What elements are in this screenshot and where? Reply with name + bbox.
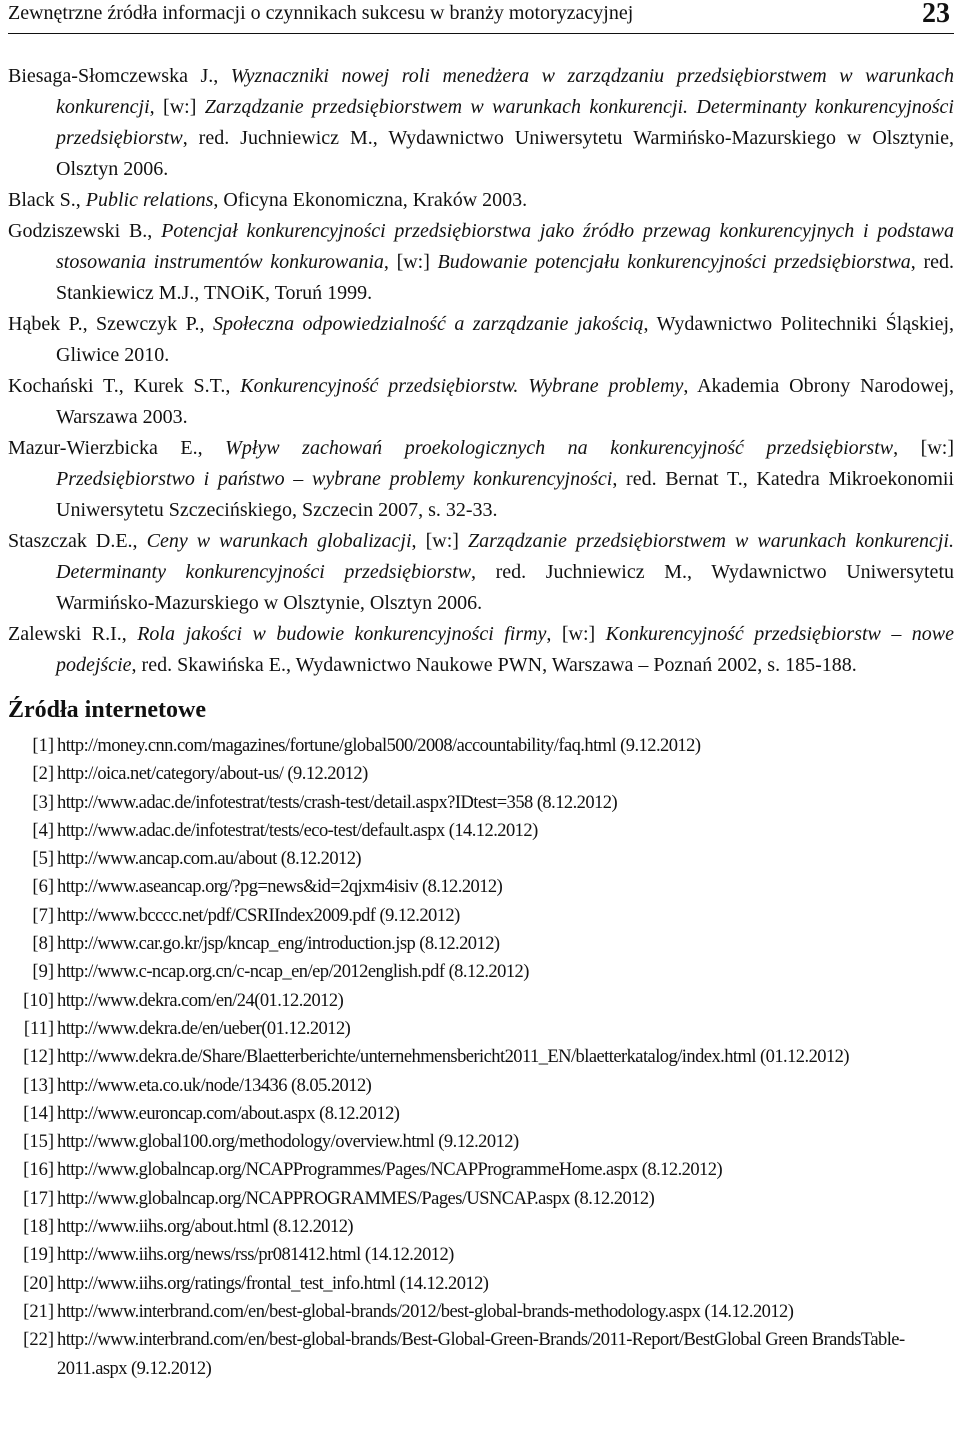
source-number: [22] [23,1330,54,1351]
entry-text: Black S., [8,189,86,211]
entry-text: , [w:] [411,530,468,552]
entry-text: Biesaga-Słomczewska J., [8,65,231,87]
bibliography-entry [8,371,954,433]
entry-text: Hąbek P., Szewczyk P., [8,313,213,335]
entry-title-italic: Public relations [85,189,214,211]
source-url[interactable]: http://www.dekra.de/Share/Blaetterberichte/unternehmensbericht2011_EN/blaetterkatalog/index.html (01.12.2012) [57,1047,849,1068]
source-url[interactable]: http://www.iihs.org/about.html (8.12.2012) [57,1217,354,1238]
source-url[interactable]: http://www.aseancap.org/?pg=news&id=2qjxm4isiv (8.12.2012) [57,877,503,898]
source-number: [7] [32,905,54,926]
source-number: [4] [32,820,54,841]
source-number: [17] [23,1188,54,1209]
entry-text: Mazur-Wierzbicka E., [8,437,226,459]
entry-title-italic: Zarządzanie przedsiębiorstwem w warunkach konkurencji. Determinanty konkurencyjności przedsiębiorstw [56,96,954,149]
bibliography-list [8,61,954,681]
source-number: [11] [23,1018,54,1039]
entry-text: , Wydawnictwo Politechniki Śląskiej, Gliwice 2010. [56,313,955,366]
source-url[interactable]: http://money.cnn.com/magazines/fortune/global500/2008/accountability/faq.html (9.12.2012) [57,736,701,756]
entry-title-italic: Wpływ zachowań proekologicznych na konkurencyjność przedsiębiorstw [225,437,894,459]
source-item [8,1213,958,1241]
entry-text: Staszczak D.E., [8,530,147,552]
entry-title-italic: Wyznaczniki nowej roli menedżera w zarządzaniu przedsiębiorstwem w warunkach konkurencji [56,65,954,118]
source-number: [16] [23,1160,54,1181]
section-title: Źródła internetowe [8,697,206,723]
source-item [8,1270,958,1298]
source-url[interactable]: http://www.global100.org/methodology/overview.html (9.12.2012) [57,1132,519,1153]
source-item [8,930,958,958]
source-url[interactable]: http://www.iihs.org/ratings/frontal_test_info.html (14.12.2012) [57,1273,489,1294]
source-url[interactable]: http://www.ancap.com.au/about (8.12.2012) [57,849,362,870]
source-url[interactable]: http://www.interbrand.com/en/best-global-brands/2012/best-global-brands-methodology.aspx (14.12.2012) [57,1301,794,1322]
entry-title-italic: Konkurencyjność przedsiębiorstw – nowe podejście [56,623,954,676]
source-number: [9] [32,962,54,983]
source-item [8,817,958,845]
entry-title-italic: Ceny w warunkach globalizacji [146,530,412,552]
source-number: [2] [32,764,54,785]
source-url[interactable]: http://www.globalncap.org/NCAPProgrammes/Pages/NCAPProgrammeHome.aspx (8.12.2012) [57,1160,723,1181]
bibliography-entry [8,309,954,371]
source-url[interactable]: http://www.car.go.kr/jsp/kncap_eng/introduction.jsp (8.12.2012) [57,934,500,955]
bibliography-entry [8,61,954,185]
entry-text: , red. Juchniewicz M., Wydawnictwo Uniwersytetu Warmińsko-Mazurskiego w Olsztynie, Olsztyn 2006. [56,127,954,180]
source-url[interactable]: http://www.iihs.org/news/rss/pr081412.html (14.12.2012) [57,1245,454,1266]
entry-text: , Akademia Obrony Narodowej, Warszawa 2003. [56,375,954,428]
source-number: [1] [32,736,54,756]
entry-text: , [w:] [383,251,438,273]
source-item [8,732,958,760]
source-item [8,1185,958,1213]
entry-title-italic: Społeczna odpowiedzialność a zarządzanie jakością [212,313,644,335]
source-url[interactable]: http://www.euroncap.com/about.aspx (8.12.2012) [57,1103,400,1124]
source-number: [14] [23,1103,54,1124]
entry-title-italic: Przedsiębiorstwo i państwo – wybrane problemy konkurencyjności [56,468,613,490]
source-item [8,987,958,1015]
entry-title-italic: Budowanie potencjału konkurencyjności przedsiębiorstwa [437,251,911,273]
bibliography-entry [8,433,954,526]
source-item [8,1015,958,1043]
source-item [8,902,958,930]
source-number: [3] [32,792,54,813]
entry-text: , [w:] [546,623,606,645]
source-url[interactable]: http://www.eta.co.uk/node/13436 (8.05.2012) [57,1075,372,1096]
running-title: Zewnętrzne źródła informacji o czynnikach sukcesu w branży motoryzacyjnej [8,2,634,24]
source-number: [5] [32,849,54,870]
source-item [8,1156,958,1184]
source-number: [12] [23,1047,54,1068]
header-rule [8,33,954,34]
source-number: [6] [32,877,54,898]
source-item [8,1043,958,1071]
source-url[interactable]: http://www.c-ncap.org.cn/c-ncap_en/ep/2012english.pdf (8.12.2012) [57,962,529,983]
entry-text: , red. Skawińska E., Wydawnictwo Naukowe PWN, Warszawa – Poznań 2002, s. 185-188. [131,654,857,676]
source-number: [10] [23,990,54,1011]
source-url[interactable]: http://www.adac.de/infotestrat/tests/crash-test/detail.aspx?IDtest=358 (8.12.2012) [57,792,618,813]
source-url[interactable]: http://www.bcccc.net/pdf/CSRIIndex2009.pdf (9.12.2012) [57,905,460,926]
entry-text: , red. Juchniewicz M., Wydawnictwo Uniwersytetu Warmińsko-Mazurskiego w Olsztynie, Olsztyn 2006. [56,561,954,614]
source-url[interactable]: http://www.adac.de/infotestrat/tests/eco-test/default.aspx (14.12.2012) [57,820,538,841]
bibliography-entry [8,185,954,216]
entry-text: , red. Stankiewicz M.J., TNOiK, Toruń 1999. [56,251,954,304]
entry-text: , [w:] [149,96,205,118]
source-url[interactable]: http://www.dekra.com/en/24(01.12.2012) [57,990,344,1011]
source-url[interactable]: http://oica.net/category/about-us/ (9.12.2012) [57,764,368,785]
entry-text: , red. Bernat T., Katedra Mikroekonomii Uniwersytetu Szczecińskiego, Szczecin 2007, s. 32-33. [56,468,954,521]
source-number: [18] [23,1217,54,1238]
source-url[interactable]: http://www.dekra.de/en/ueber(01.12.2012) [57,1018,351,1039]
entry-text: , Oficyna Ekonomiczna, Kraków 2003. [213,189,528,211]
source-number: [15] [23,1132,54,1153]
source-item [8,1128,958,1156]
source-item [8,873,958,901]
source-item [8,958,958,986]
bibliography-entry [8,619,954,681]
entry-text: Godziszewski B., [8,220,162,242]
source-item [8,789,958,817]
entry-title-italic: Rola jakości w budowie konkurencyjności firmy [137,623,547,645]
source-item [8,1072,958,1100]
page-header [8,0,954,34]
entry-text: Kochański T., Kurek S.T., [8,375,241,397]
source-number: [19] [23,1245,54,1266]
source-number: [13] [23,1075,54,1096]
source-url[interactable]: http://www.interbrand.com/en/best-global-brands/Best-Global-Green-Brands/2011-Report/BestGlobal Green BrandsTable-2011.aspx (9.12.2012) [57,1330,905,1379]
source-item [8,1241,958,1269]
source-number: [8] [32,934,54,955]
entry-title-italic: Zarządzanie przedsiębiorstwem w warunkach konkurencji. Determinanty konkurencyjności przedsiębiorstw [56,530,954,583]
source-url[interactable]: http://www.globalncap.org/NCAPPROGRAMMES/Pages/USNCAP.aspx (8.12.2012) [57,1188,655,1209]
bibliography-entry [8,526,954,619]
source-item [8,1298,958,1326]
entry-title-italic: Potencjał konkurencyjności przedsiębiorstwa jako źródło przewag konkurencyjnych i podstawa stosowania instrumentów konkurowania [56,220,954,273]
bibliography-entry [8,216,954,309]
entry-text: Zalewski R.I., [8,623,138,645]
source-item [8,1100,958,1128]
source-item [8,760,958,788]
internet-sources-list [8,732,958,1383]
source-number: [20] [23,1273,54,1294]
entry-text: , [w:] [893,437,954,459]
page-number: 23 [922,0,950,29]
source-number: [21] [23,1301,54,1322]
source-item [8,845,958,873]
entry-title-italic: Konkurencyjność przedsiębiorstw. Wybrane problemy [240,375,684,397]
source-item [8,1326,958,1383]
